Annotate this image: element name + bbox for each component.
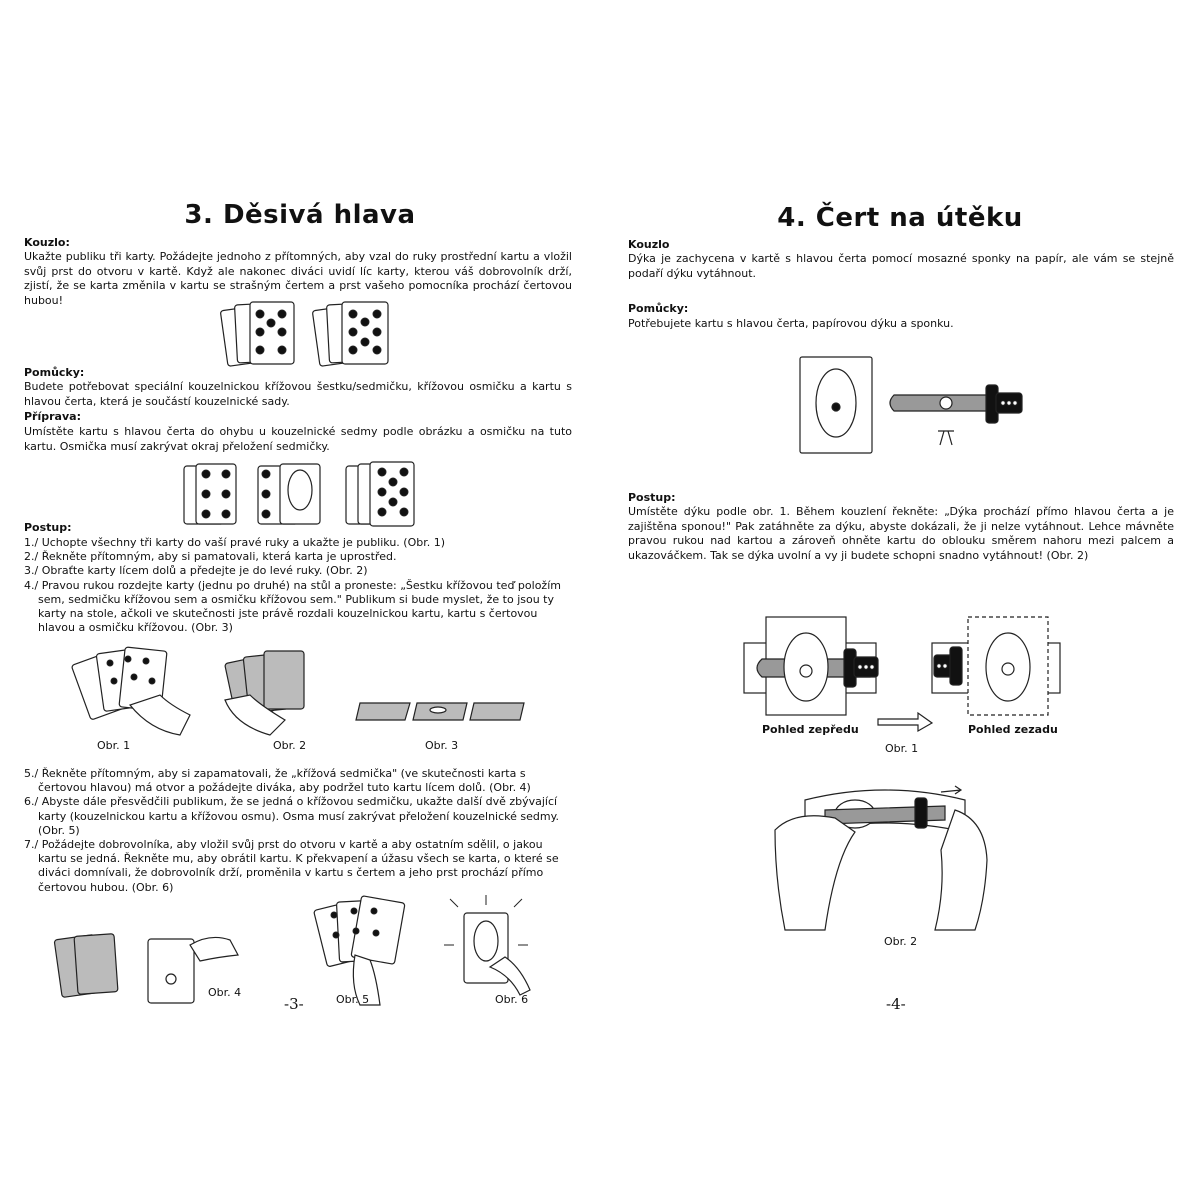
step-7: 7./ Požádejte dobrovolníka, aby vložil svůj prst do otvoru v kartě a aby ostatním sdělil, o jakou kartu se jedná. Řekněte mu, aby obrátil kartu. K překvapení a úžasu všech se karta, o které se diváci domnívali, že dobrovolník drží, proměnila v kartu s čertem a jeho prst prochází přímo čertovou hubou. (Obr. 6)	[24, 838, 559, 894]
caption-obr-5: Obr. 5	[336, 993, 370, 1006]
priprava-label: Příprava:	[24, 410, 81, 423]
card-fan-illustration	[220, 300, 400, 370]
steps-list-a	[24, 536, 572, 635]
preparation-illustration	[180, 460, 420, 530]
postup-label: Postup:	[24, 521, 72, 534]
pomucky-label: Pomůcky:	[628, 302, 689, 315]
pomucky-label: Pomůcky:	[24, 366, 85, 379]
page-title: 4. Čert na útěku	[777, 203, 1023, 233]
kouzlo-text: Dýka je zachycena v kartě s hlavou čerta pomocí mosazné sponky na papír, ale vám se stejně podaří dýku vytáhnout.	[628, 252, 1174, 280]
caption-obr-2: Obr. 2	[273, 739, 307, 752]
obr-1-3-illustrations	[60, 645, 540, 740]
steps-list-b	[24, 767, 572, 895]
front-back-view-illustration	[742, 615, 1062, 725]
step-4: 4./ Pravou rukou rozdejte karty (jednu po druhé) na stůl a proneste: „Šestku křížovou teď položím sem, sedmičku křížovou sem a osmičku křížovou sem." Publikum si bude myslet, že to jsou ty karty na stole, ačkoli ve skutečnosti jste právě rozdali kouzelnickou kartu, kartu s čertovou hlavou a osmičku křížovou. (Obr. 3)	[24, 578, 561, 635]
hands-bending-card-illustration	[765, 770, 1005, 930]
postup-text: Umístěte dýku podle obr. 1. Během kouzlení řekněte: „Dýka prochází přímo hlavou čerta a je zajištěna sponou!" Pak zatáhněte za dýku, abyste dokázali, že ji nelze vytáhnout. Lehce mávněte pravou rukou nad kartou a zároveň ohněte kartu do oblouku směrem nahoru mezi palcem a ukazováčkem. Tak se dýka uvolní a vy ji budete schopni snadno vytáhnout! (Obr. 2)	[628, 505, 1174, 562]
caption-obr-6: Obr. 6	[495, 993, 529, 1006]
step-3: 3./ Obraťte karty lícem dolů a předejte je do levé ruky. (Obr. 2)	[24, 564, 368, 578]
pomucky-text: Potřebujete kartu s hlavou čerta, papírovou dýku a sponku.	[628, 317, 954, 330]
step-5: 5./ Řekněte přítomným, aby si zapamatovali, že „křížová sedmička" (ve skutečnosti karta s čertovou hlavou) má otvor a požádejte diváka, aby podržel tuto kartu lícem dolů. (Obr. 4)	[24, 767, 531, 795]
step-1: 1./ Uchopte všechny tři karty do vaší pravé ruky a ukažte je publiku. (Obr. 1)	[24, 536, 446, 549]
caption-obr-3: Obr. 3	[425, 739, 459, 752]
caption-obr-1: Obr. 1	[885, 742, 919, 755]
caption-obr-4: Obr. 4	[208, 986, 242, 999]
priprava-text: Umístěte kartu s hlavou čerta do ohybu u kouzelnické sedmy podle obrázku a osmičku na tuto kartu. Osmička musí zakrývat okraj přeložení sedmičky.	[24, 425, 572, 453]
page-title: 3. Děsivá hlava	[184, 200, 416, 230]
right-page	[600, 0, 1200, 1200]
page-number: -4-	[886, 995, 906, 1013]
kouzlo-text: Ukažte publiku tři karty. Požádejte jednoho z přítomných, aby vzal do ruky prostřední kartu a vložil svůj prst do otvoru v kartě. Když ale nakonec diváci uvidí líc karty, kterou váš dobrovolník drží, zjistí, že se karta změnila v kartu se strašným čertem a prst vašeho pomocníka prochází čertovou hubou!	[24, 250, 572, 307]
page-number: -3-	[284, 995, 304, 1013]
back-view-label: Pohled zezadu	[968, 723, 1058, 736]
front-view-label: Pohled zepředu	[762, 723, 859, 736]
caption-obr-2: Obr. 2	[884, 935, 918, 948]
step-6: 6./ Abyste dále přesvědčili publikum, že se jedná o křížovou sedmičku, ukažte další dvě zbývající karty (kouzelnickou kartu a křížovou osmu). Osma musí zakrývat přeložení kouzelnické sedmy. (Obr. 5)	[24, 795, 560, 837]
caption-obr-1: Obr. 1	[97, 739, 131, 752]
kouzlo-label: Kouzlo:	[24, 236, 70, 249]
step-2: 2./ Řekněte přítomným, aby si pamatovali, která karta je uprostřed.	[24, 550, 397, 564]
obr-4-6-illustrations	[50, 895, 550, 1010]
pomucky-text: Budete potřebovat speciální kouzelnickou křížovou šestku/sedmičku, křížovou osmičku a kartu s hlavou čerta, která je součástí kouzelnické sady.	[24, 380, 572, 408]
devil-card-dagger-illustration	[798, 355, 1038, 455]
kouzlo-label: Kouzlo	[628, 238, 670, 251]
postup-label: Postup:	[628, 491, 676, 504]
